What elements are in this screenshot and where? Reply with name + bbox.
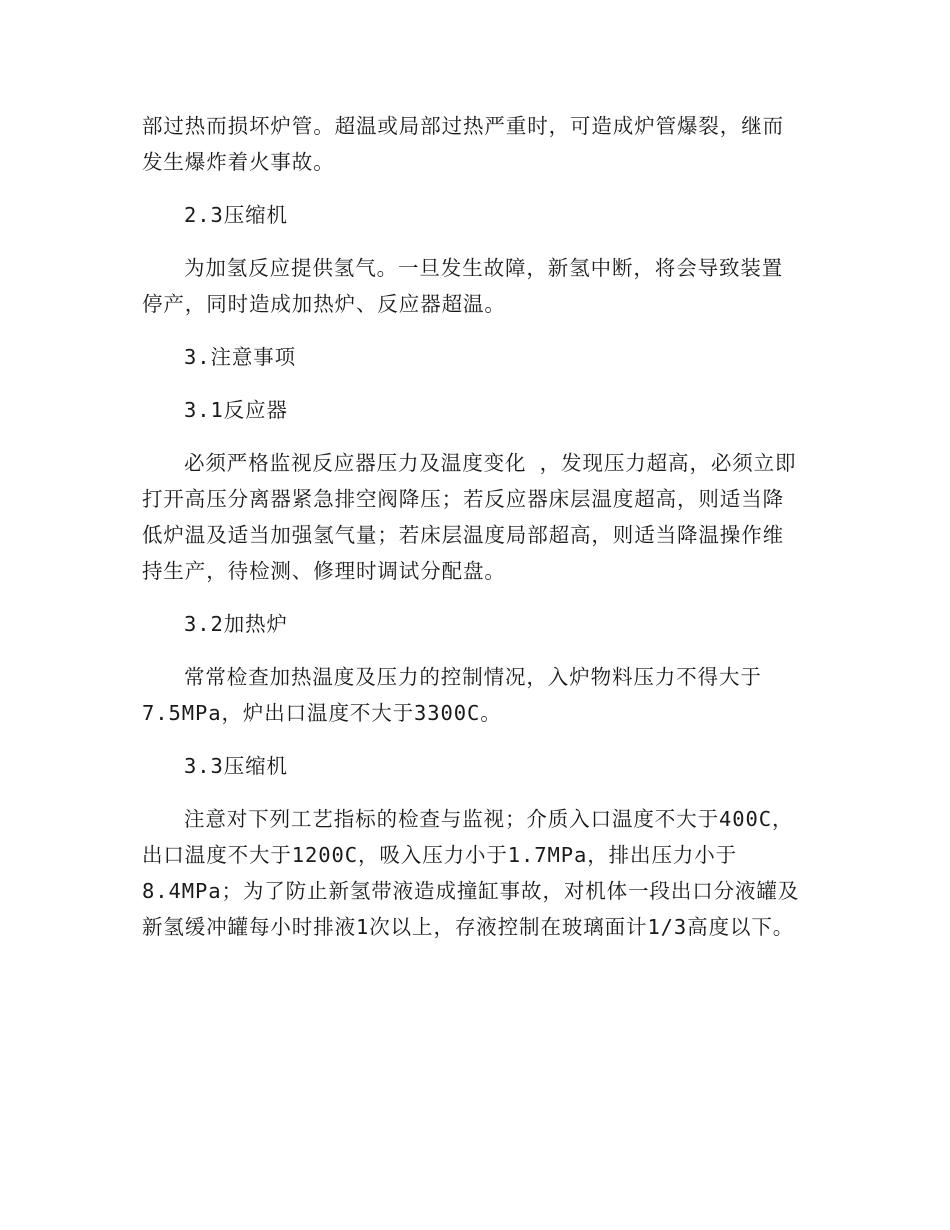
heading-text: 3.1反应器	[184, 398, 288, 422]
section-heading-3-3	[142, 748, 810, 784]
text-line: 出口温度不大于1200C，吸入压力小于1.7MPa，排出压力小于	[142, 843, 738, 867]
text-line: 常常检查加热温度及压力的控制情况，入炉物料压力不得大于	[184, 665, 762, 689]
heading-text: 3.2加热炉	[184, 612, 288, 636]
text-line: 必须严格监视反应器压力及温度变化 ，发现压力超高，必须立即	[184, 451, 797, 475]
text-line: 注意对下列工艺指标的检查与监视；介质入口温度不大于400C，	[184, 807, 794, 831]
text-line: 部过热而损坏炉管。超温或局部过热严重时，可造成炉管爆裂，继而	[142, 114, 784, 138]
section-heading-3-1	[142, 392, 810, 428]
paragraph-compressor-notes	[142, 801, 810, 945]
paragraph-compressor-role	[142, 250, 810, 322]
text-line: 新氢缓冲罐每小时排液1次以上，存液控制在玻璃面计1/3高度以下。	[142, 915, 795, 939]
text-line: 8.4MPa；为了防止新氢带液造成撞缸事故，对机体一段出口分液罐及	[142, 879, 800, 903]
heading-text: 3.注意事项	[184, 345, 297, 369]
section-heading-3	[142, 339, 810, 375]
text-line: 为加氢反应提供氢气。一旦发生故障，新氢中断，将会导致装置	[184, 256, 784, 280]
document-body	[142, 108, 810, 945]
paragraph-continuation	[142, 108, 810, 180]
text-line: 低炉温及适当加强氢气量；若床层温度局部超高，则适当降温操作维	[142, 523, 784, 547]
text-line: 持生产，待检测、修理时调试分配盘。	[142, 559, 506, 583]
text-line: 7.5MPa，炉出口温度不大于3300C。	[142, 701, 502, 725]
section-heading-3-2	[142, 606, 810, 642]
section-heading-2-3	[142, 197, 810, 233]
heading-text: 2.3压缩机	[184, 203, 288, 227]
paragraph-reactor-notes	[142, 445, 810, 589]
text-line: 打开高压分离器紧急排空阀降压；若反应器床层温度超高，则适当降	[142, 487, 784, 511]
text-line: 停产，同时造成加热炉、反应器超温。	[142, 292, 506, 316]
heading-text: 3.3压缩机	[184, 754, 288, 778]
text-line: 发生爆炸着火事故。	[142, 150, 335, 174]
paragraph-furnace-notes	[142, 659, 810, 731]
